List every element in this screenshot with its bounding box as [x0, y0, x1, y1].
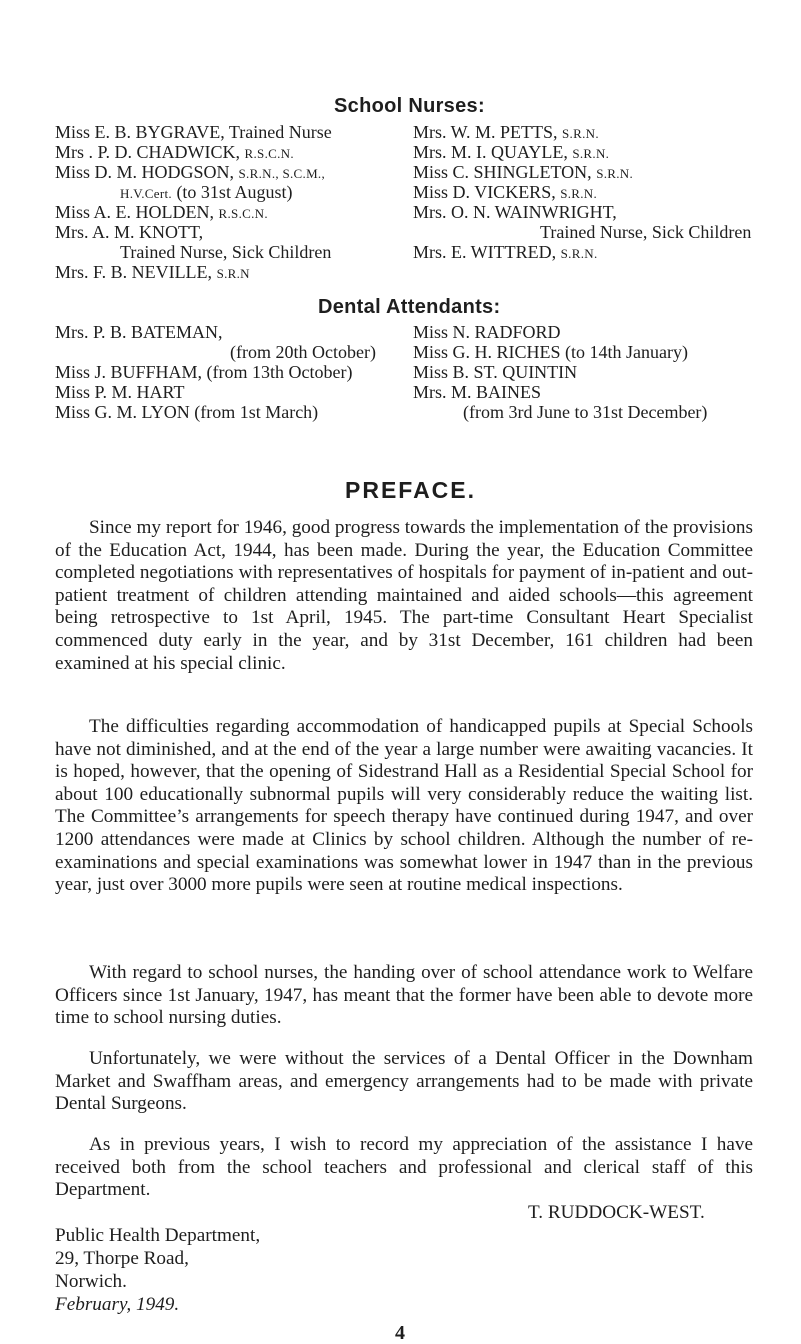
dental-entry: Miss J. BUFFHAM, (from 13th October): [55, 362, 353, 382]
dental-entry: Miss G. M. LYON (from 1st March): [55, 402, 319, 422]
address-line: 29, Thorpe Road,: [55, 1248, 189, 1269]
nurse-entry: Miss A. E. HOLDEN, R.S.C.N.: [55, 202, 268, 222]
nurse-entry: Mrs. M. I. QUAYLE, S.R.N.: [413, 142, 610, 162]
nurse-entry: Mrs. F. B. NEVILLE, S.R.N: [55, 262, 250, 282]
nurse-entry: Mrs. W. M. PETTS, S.R.N.: [413, 122, 599, 142]
preface-paragraph: The difficulties regarding accommodation of handicapped pupils at Special Schools have not diminished, and at the end of the year a large number were awaiting vacancies. It is hoped, however, that the opening of Sidestrand Hall as a Residential Special School for about 100 educationally subnormal pupils will very considerably reduce the waiting list. The Committee’s arrangements for speech therapy have continued during 1947, and over 1200 attendances were made at Clinics by school children. Although the number of re-examinations and special examinations was somewhat lower in 1947 than in the previous year, just over 3000 more pupils were seen at routine medical inspections.: [55, 716, 753, 896]
dental-entry: Mrs. M. BAINES: [413, 382, 542, 402]
nurse-entry: Mrs . P. D. CHADWICK, R.S.C.N.: [55, 142, 294, 162]
signature: T. RUDDOCK-WEST.: [528, 1202, 705, 1223]
preface-paragraph: With regard to school nurses, the handing over of school attendance work to Welfare Officers since 1st January, 1947, has meant that the former have been able to devote more time to school nursing duties.: [55, 962, 753, 1029]
dental-entry-continued: (from 3rd June to 31st December): [463, 402, 708, 422]
dental-entry: Mrs. P. B. BATEMAN,: [55, 322, 223, 342]
preface-title: PREFACE.: [345, 477, 477, 503]
dental-entry: Miss B. ST. QUINTIN: [413, 362, 578, 382]
address-line: Norwich.: [55, 1271, 127, 1292]
address-line: Public Health Department,: [55, 1225, 261, 1246]
preface-paragraph: As in previous years, I wish to record my appreciation of the assistance I have received both from the school teachers and professional and clerical staff of this Department.: [55, 1134, 753, 1201]
dental-entry: Miss P. M. HART: [55, 382, 185, 402]
page-number: 4: [395, 1322, 405, 1344]
nurse-entry: Mrs. O. N. WAINWRIGHT,: [413, 202, 617, 222]
preface-paragraph: Since my report for 1946, good progress towards the implementation of the provisions of the Education Act, 1944, has been made. During the year, the Education Committee completed negotiations with representatives of hospitals for payment of in-patient and out-patient treatment of children attending maintained and aided schools—this agreement being retrospective to 1st April, 1945. The part-time Consultant Heart Specialist commenced duty early in the year, and by 31st December, 161 children had been examined at his special clinic.: [55, 517, 753, 674]
dental-entry: Miss N. RADFORD: [413, 322, 561, 342]
preface-paragraph: Unfortunately, we were without the services of a Dental Officer in the Downham Market and Swaffham areas, and emergency arrangements had to be made with private Dental Surgeons.: [55, 1048, 753, 1115]
nurse-entry-continued: Trained Nurse, Sick Children: [540, 222, 752, 242]
nurse-entry: Miss D. M. HODGSON, S.R.N., S.C.M.,: [55, 162, 326, 182]
nurse-entry: Mrs. E. WITTRED, S.R.N.: [413, 242, 598, 262]
nurse-entry: Miss C. SHINGLETON, S.R.N.: [413, 162, 634, 182]
dental-entry-continued: (from 20th October): [230, 342, 376, 362]
dental-entry: Miss G. H. RICHES (to 14th January): [413, 342, 688, 362]
nurse-entry: Mrs. A. M. KNOTT,: [55, 222, 204, 242]
date-line: [55, 1294, 179, 1317]
dental-attendants-heading: Dental Attendants:: [318, 296, 501, 318]
nurse-entry-continued: H.V.Cert. (to 31st August): [120, 182, 293, 202]
school-nurses-heading: School Nurses:: [334, 95, 485, 117]
nurse-entry: Miss E. B. BYGRAVE, Trained Nurse: [55, 122, 332, 142]
nurse-entry: Miss D. VICKERS, S.R.N.: [413, 182, 598, 202]
date-month: February, 1949.: [55, 1294, 180, 1315]
nurse-entry-continued: Trained Nurse, Sick Children: [120, 242, 332, 262]
